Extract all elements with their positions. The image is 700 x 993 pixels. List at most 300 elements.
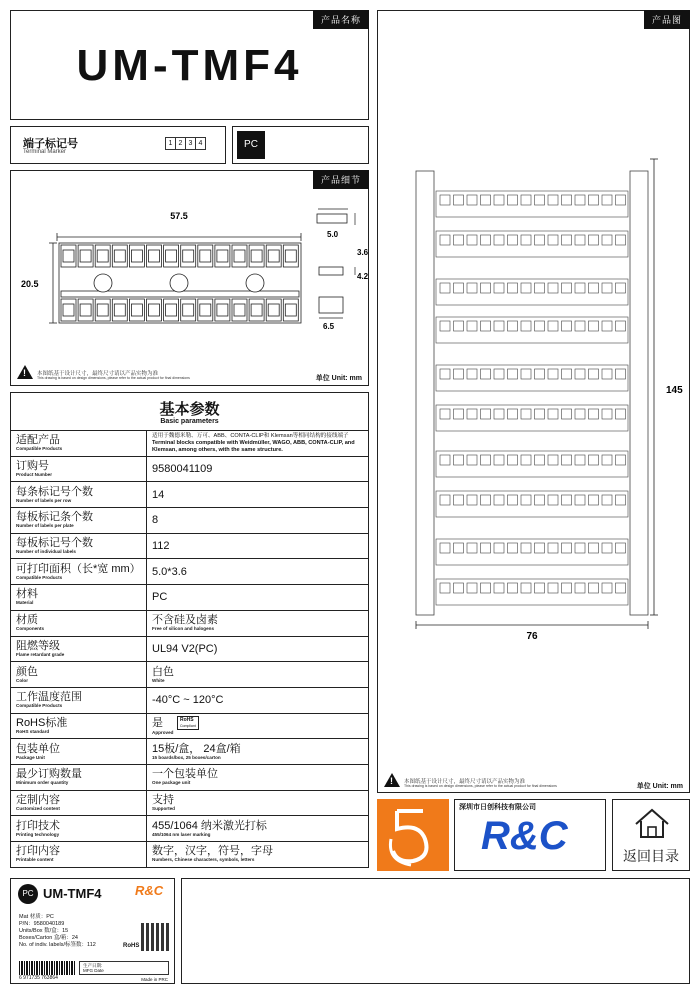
- label-cell: [508, 235, 518, 245]
- param-key: [11, 636, 147, 662]
- param-value: [147, 764, 369, 790]
- back-to-catalog-button[interactable]: [612, 799, 690, 871]
- marker-tab-face: [149, 250, 160, 262]
- label-cell: [616, 543, 626, 553]
- label-line: Boxes/Carton 盒/箱：24: [19, 935, 78, 941]
- label-cell: [589, 455, 599, 465]
- label-cell: [562, 455, 572, 465]
- material-badge: PC: [237, 131, 265, 159]
- label-cell: [562, 321, 572, 331]
- param-key: [11, 508, 147, 534]
- company-name: 深圳市日创科技有限公司: [459, 804, 536, 811]
- made-in: Made in PRC: [141, 977, 168, 982]
- param-value: [147, 687, 369, 713]
- product-label-panel: [10, 878, 175, 984]
- label-cell: [589, 195, 599, 205]
- param-row: [11, 533, 369, 559]
- param-row: [11, 456, 369, 482]
- label-cell: [454, 455, 464, 465]
- param-key: [11, 482, 147, 508]
- label-cell: [589, 283, 599, 293]
- label-cell: [602, 283, 612, 293]
- marker-tab-face: [149, 304, 160, 316]
- detail-note-en: This drawing is based on design dimensions, please refer to the actual product for final dimensions: [37, 376, 190, 380]
- label-strip: [436, 491, 628, 517]
- label-cell: [602, 583, 612, 593]
- param-key-cn: 打印技术: [16, 819, 60, 832]
- material-panel: [232, 126, 369, 164]
- label-cell: [548, 369, 558, 379]
- param-key-en: Material: [16, 600, 34, 606]
- param-value-text: 数字，汉字，符号，字母: [152, 845, 273, 858]
- mfg-date-box: [79, 961, 169, 975]
- label-cell: [548, 321, 558, 331]
- mfg-date-en: MFG Date: [83, 968, 104, 973]
- label-cell: [481, 369, 491, 379]
- param-value-text: 112: [152, 540, 170, 553]
- param-value: [147, 482, 369, 508]
- figure-note-en: This drawing is based on design dimensions, please refer to the actual product for final dimensions: [404, 784, 557, 788]
- param-key-en: Minimum order quantity: [16, 780, 69, 786]
- label-cell: [575, 235, 585, 245]
- param-row: [11, 790, 369, 816]
- label-cell: [440, 195, 450, 205]
- marker-tab-face: [114, 250, 125, 262]
- marker-tab-face: [131, 304, 142, 316]
- terminal-marker-cn: 端子标记号: [23, 138, 78, 150]
- marker-tab-face: [200, 304, 211, 316]
- param-value: [147, 610, 369, 636]
- label-cell: [602, 235, 612, 245]
- label-cell: [494, 195, 504, 205]
- dim-width: 57.5: [170, 211, 188, 221]
- terminal-marker-panel: [10, 126, 226, 164]
- label-cell: [616, 321, 626, 331]
- label-cell: [481, 543, 491, 553]
- label-cell: [508, 369, 518, 379]
- param-key: [11, 764, 147, 790]
- label-cell: [548, 495, 558, 505]
- param-value: [147, 739, 369, 765]
- param-row: [11, 431, 369, 457]
- label-cell: [481, 583, 491, 593]
- barcode-number: 6 971735 763864: [19, 975, 58, 981]
- label-cell: [467, 455, 477, 465]
- label-cell: [575, 455, 585, 465]
- label-cell: [575, 409, 585, 419]
- label-cell: [548, 409, 558, 419]
- label-cell: [616, 409, 626, 419]
- label-cell: [521, 495, 531, 505]
- param-key: [11, 842, 147, 868]
- marker-cell: 4: [195, 137, 206, 150]
- label-cell: [481, 455, 491, 465]
- label-cell: [440, 495, 450, 505]
- label-cell: [454, 495, 464, 505]
- param-key: [11, 585, 147, 611]
- param-key-en: Number of labels per row: [16, 497, 72, 503]
- param-key-en: Printable content: [16, 857, 54, 863]
- marker-cell: 3: [185, 137, 196, 150]
- param-value: [147, 816, 369, 842]
- param-key: [11, 816, 147, 842]
- label-cell: [616, 235, 626, 245]
- brand-emblem-icon: [377, 799, 449, 871]
- label-cell: [562, 409, 572, 419]
- label-cell: [602, 369, 612, 379]
- label-cell: [454, 369, 464, 379]
- label-cell: [602, 195, 612, 205]
- figure-dim-width: 76: [526, 631, 538, 642]
- label-cell: [481, 495, 491, 505]
- param-value: [147, 585, 369, 611]
- dim-b: 3.6: [357, 248, 369, 257]
- label-cell: [454, 409, 464, 419]
- param-key-cn: 每板标记条个数: [16, 511, 93, 524]
- detail-note-cn: 本图纸基于设计尺寸，最终尺寸请以产品实物为准: [37, 371, 159, 377]
- label-cell: [440, 369, 450, 379]
- label-cell: [562, 235, 572, 245]
- product-figure-drawing: [378, 11, 691, 671]
- label-cell: [467, 495, 477, 505]
- param-value: [147, 431, 369, 457]
- label-cell: [602, 495, 612, 505]
- label-strip: [436, 405, 628, 431]
- label-cell: [575, 195, 585, 205]
- param-value-text: PC: [152, 591, 168, 604]
- param-key-cn: 定制内容: [16, 793, 60, 806]
- barcode-icon: [19, 961, 75, 975]
- back-label: 返回目录: [623, 848, 679, 864]
- param-key-cn: 每条标记号个数: [16, 485, 93, 498]
- param-key: [11, 559, 147, 585]
- company-panel: [454, 799, 606, 871]
- param-key-cn: 打印内容: [16, 845, 60, 858]
- marker-tab-face: [183, 250, 194, 262]
- param-value: [147, 559, 369, 585]
- label-cell: [521, 543, 531, 553]
- label-strip: [436, 539, 628, 565]
- rohs-badge: RoHS Compliant: [177, 716, 199, 730]
- param-key-en: Number of individual labels: [16, 549, 76, 555]
- label-cell: [521, 283, 531, 293]
- product-figure-tag: 产品图: [644, 10, 690, 29]
- marker-tab-face: [63, 250, 74, 262]
- param-key: [11, 790, 147, 816]
- marker-tab-face: [166, 304, 177, 316]
- label-cell: [454, 235, 464, 245]
- label-cell: [616, 369, 626, 379]
- param-key-cn: 颜色: [16, 665, 38, 678]
- param-value: [147, 842, 369, 868]
- label-cell: [616, 455, 626, 465]
- label-cell: [589, 583, 599, 593]
- label-cell: [575, 283, 585, 293]
- dim-a: 5.0: [327, 230, 339, 239]
- param-key-cn: 材质: [16, 614, 38, 627]
- param-value-en: 455/1064 nm laser marking: [152, 831, 211, 837]
- label-cell: [494, 235, 504, 245]
- label-cell: [589, 235, 599, 245]
- rc-logo: R&C: [481, 814, 568, 858]
- label-cell: [467, 195, 477, 205]
- param-key-cn: 适配产品: [16, 434, 60, 447]
- param-row: [11, 687, 369, 713]
- label-cell: [548, 235, 558, 245]
- param-key-en: Color: [16, 677, 28, 683]
- figure-dim-height: 145: [666, 385, 683, 396]
- terminal-marker-en: Terminal Marker: [23, 149, 67, 155]
- label-cell: [589, 409, 599, 419]
- label-line: P/N：9580040189: [19, 921, 65, 927]
- label-cell: [508, 283, 518, 293]
- label-cell: [589, 543, 599, 553]
- label-cell: [440, 409, 450, 419]
- param-value-en: White: [152, 677, 165, 683]
- marker-cells: [165, 137, 205, 150]
- product-name-tag: 产品名称: [313, 10, 369, 29]
- marker-tab-face: [234, 250, 245, 262]
- label-cell: [602, 409, 612, 419]
- param-key-en: Printing technology: [16, 831, 60, 837]
- param-row: [11, 816, 369, 842]
- label-cell: [440, 321, 450, 331]
- label-cell: [521, 235, 531, 245]
- param-value: [147, 790, 369, 816]
- marker-tab-face: [63, 304, 74, 316]
- param-value-en: Free of silicon and halogens: [152, 626, 215, 632]
- param-value-en: One package unit: [152, 780, 191, 786]
- label-cell: [589, 321, 599, 331]
- marker-tab-face: [268, 304, 279, 316]
- label-strip: [436, 279, 628, 305]
- label-cell: [508, 409, 518, 419]
- param-key-en: Compatible Products: [16, 703, 63, 709]
- param-row: [11, 713, 369, 739]
- param-value-text: -40°C ~ 120°C: [152, 694, 224, 707]
- label-cell: [602, 543, 612, 553]
- label-cell: [535, 195, 545, 205]
- label-pc-badge: PC: [18, 884, 38, 904]
- label-cell: [494, 495, 504, 505]
- product-detail-panel: [10, 170, 369, 386]
- dim-c: 4.2: [357, 272, 369, 281]
- label-cell: [548, 543, 558, 553]
- param-key-en: Flame retardant grade: [16, 651, 65, 657]
- label-cell: [575, 543, 585, 553]
- label-cell: [521, 409, 531, 419]
- label-cell: [535, 235, 545, 245]
- param-value: [147, 508, 369, 534]
- label-cell: [562, 369, 572, 379]
- param-key-en: Product Number: [16, 472, 52, 478]
- empty-footer-panel: [181, 878, 690, 984]
- label-cell: [548, 283, 558, 293]
- param-key-en: Compatible Products: [16, 446, 63, 452]
- label-cell: [575, 369, 585, 379]
- dim-height: 20.5: [21, 279, 39, 289]
- figure-note-cn: 本图纸基于设计尺寸，最终尺寸请以产品实物为准: [404, 779, 526, 785]
- param-value: [147, 713, 369, 739]
- label-lines: [19, 914, 96, 949]
- label-cell: [548, 195, 558, 205]
- label-cell: [508, 455, 518, 465]
- product-name-panel: [10, 10, 369, 120]
- label-cell: [589, 369, 599, 379]
- mfg-date-label: 生产日期:: [83, 963, 103, 968]
- param-value-text: 一个包装单位: [152, 768, 218, 781]
- label-cell: [535, 455, 545, 465]
- label-cell: [508, 495, 518, 505]
- label-cell: [494, 583, 504, 593]
- param-key-cn: 可打印面积（长*宽 mm）: [16, 562, 141, 575]
- marker-cell: 1: [165, 137, 176, 150]
- label-cell: [508, 583, 518, 593]
- param-value-text: 14: [152, 488, 165, 501]
- marker-cell: 2: [175, 137, 186, 150]
- param-value-text: 455/1064 纳米激光打标: [152, 819, 267, 832]
- param-key: [11, 687, 147, 713]
- label-cell: [440, 583, 450, 593]
- param-key: [11, 662, 147, 688]
- label-cell: [467, 235, 477, 245]
- label-cell: [454, 321, 464, 331]
- param-value-en: Supported: [152, 805, 175, 811]
- label-cell: [494, 409, 504, 419]
- label-rohs: RoHS: [123, 943, 140, 949]
- product-detail-tag: 产品细节: [313, 170, 369, 189]
- label-cell: [535, 409, 545, 419]
- param-value-text: 支持: [152, 793, 174, 806]
- params-title: 基本参数: [159, 401, 220, 418]
- label-strip: [436, 451, 628, 477]
- label-line: No. of indiv. labels/标签数：112: [19, 942, 96, 948]
- label-cell: [467, 583, 477, 593]
- param-value-text: 8: [152, 514, 159, 527]
- label-cell: [521, 321, 531, 331]
- param-value-text: 是 RoHS Compliant: [152, 716, 363, 730]
- param-key-cn: 包装单位: [16, 742, 60, 755]
- param-key: [11, 739, 147, 765]
- params-title-en: Basic parameters: [160, 418, 219, 425]
- label-strip: [436, 231, 628, 257]
- marker-tab-face: [285, 250, 296, 262]
- param-value-text: 15板/盒， 24盒/箱: [152, 742, 241, 755]
- label-cell: [535, 495, 545, 505]
- marker-tab-face: [80, 304, 91, 316]
- detail-drawing: [11, 171, 370, 351]
- param-key-cn: 订购号: [16, 460, 49, 473]
- param-key: [11, 713, 147, 739]
- label-cell: [481, 321, 491, 331]
- marker-tab-face: [183, 304, 194, 316]
- label-cell: [535, 543, 545, 553]
- label-cell: [589, 495, 599, 505]
- label-title: UM-TMF4: [43, 886, 102, 901]
- marker-tab-face: [217, 304, 228, 316]
- label-cell: [616, 195, 626, 205]
- param-row: [11, 585, 369, 611]
- param-key: [11, 533, 147, 559]
- label-cell: [562, 283, 572, 293]
- label-cell: [616, 495, 626, 505]
- params-table: [10, 430, 369, 868]
- param-key-en: Customized content: [16, 805, 60, 811]
- marker-tab-face: [217, 250, 228, 262]
- param-value-en: 15 boards/box, 25 boxes/carton: [152, 754, 221, 760]
- label-logo: R&C: [135, 883, 164, 898]
- label-cell: [616, 283, 626, 293]
- param-row: [11, 764, 369, 790]
- param-value-en: Approved: [152, 729, 174, 735]
- label-cell: [562, 583, 572, 593]
- label-cell: [535, 583, 545, 593]
- param-value: [147, 662, 369, 688]
- dim-d: 6.5: [323, 322, 335, 331]
- param-key: [11, 610, 147, 636]
- label-cell: [575, 583, 585, 593]
- label-cell: [521, 195, 531, 205]
- param-key-en: Package Unit: [16, 754, 45, 760]
- page-title: UM-TMF4: [76, 41, 303, 90]
- label-cell: [467, 543, 477, 553]
- param-row: [11, 482, 369, 508]
- label-cell: [440, 235, 450, 245]
- param-row: [11, 739, 369, 765]
- label-cell: [508, 195, 518, 205]
- param-key-cn: 每板标记号个数: [16, 537, 93, 550]
- label-cell: [562, 195, 572, 205]
- param-key-cn: 最少订购数量: [16, 768, 82, 781]
- product-figure-panel: [377, 10, 690, 793]
- param-key-cn: RoHS标准: [16, 716, 68, 729]
- marker-tab-face: [97, 304, 108, 316]
- label-cell: [440, 283, 450, 293]
- label-cell: [535, 283, 545, 293]
- marker-tab-face: [200, 250, 211, 262]
- param-value-text: 不含硅及卤素: [152, 614, 218, 627]
- param-key-cn: 阻燃等级: [16, 639, 60, 652]
- label-cell: [467, 369, 477, 379]
- label-cell: [575, 321, 585, 331]
- label-line: Units/Box 数/盒：15: [19, 928, 69, 934]
- marker-tab-face: [251, 250, 262, 262]
- label-cell: [548, 583, 558, 593]
- label-cell: [467, 283, 477, 293]
- label-cell: [562, 495, 572, 505]
- param-value-text: 适用于魏德米勒、万可、ABB、CONTA-CLIP和 Klemsan等相同结构的接线端子: [152, 432, 349, 439]
- label-cell: [494, 283, 504, 293]
- label-strip: [436, 365, 628, 391]
- label-cell: [454, 583, 464, 593]
- label-cell: [494, 321, 504, 331]
- label-cell: [494, 455, 504, 465]
- warning-icon: [17, 365, 33, 379]
- label-cell: [494, 543, 504, 553]
- marker-tab-face: [131, 250, 142, 262]
- param-value-text: 9580041109: [152, 463, 213, 476]
- param-value: [147, 456, 369, 482]
- label-cell: [481, 235, 491, 245]
- label-cell: [481, 409, 491, 419]
- marker-tab-face: [114, 304, 125, 316]
- figure-unit: 单位 Unit: mm: [636, 783, 683, 790]
- label-cell: [440, 455, 450, 465]
- param-row: [11, 559, 369, 585]
- param-key: [11, 431, 147, 457]
- label-cell: [440, 543, 450, 553]
- label-cell: [467, 321, 477, 331]
